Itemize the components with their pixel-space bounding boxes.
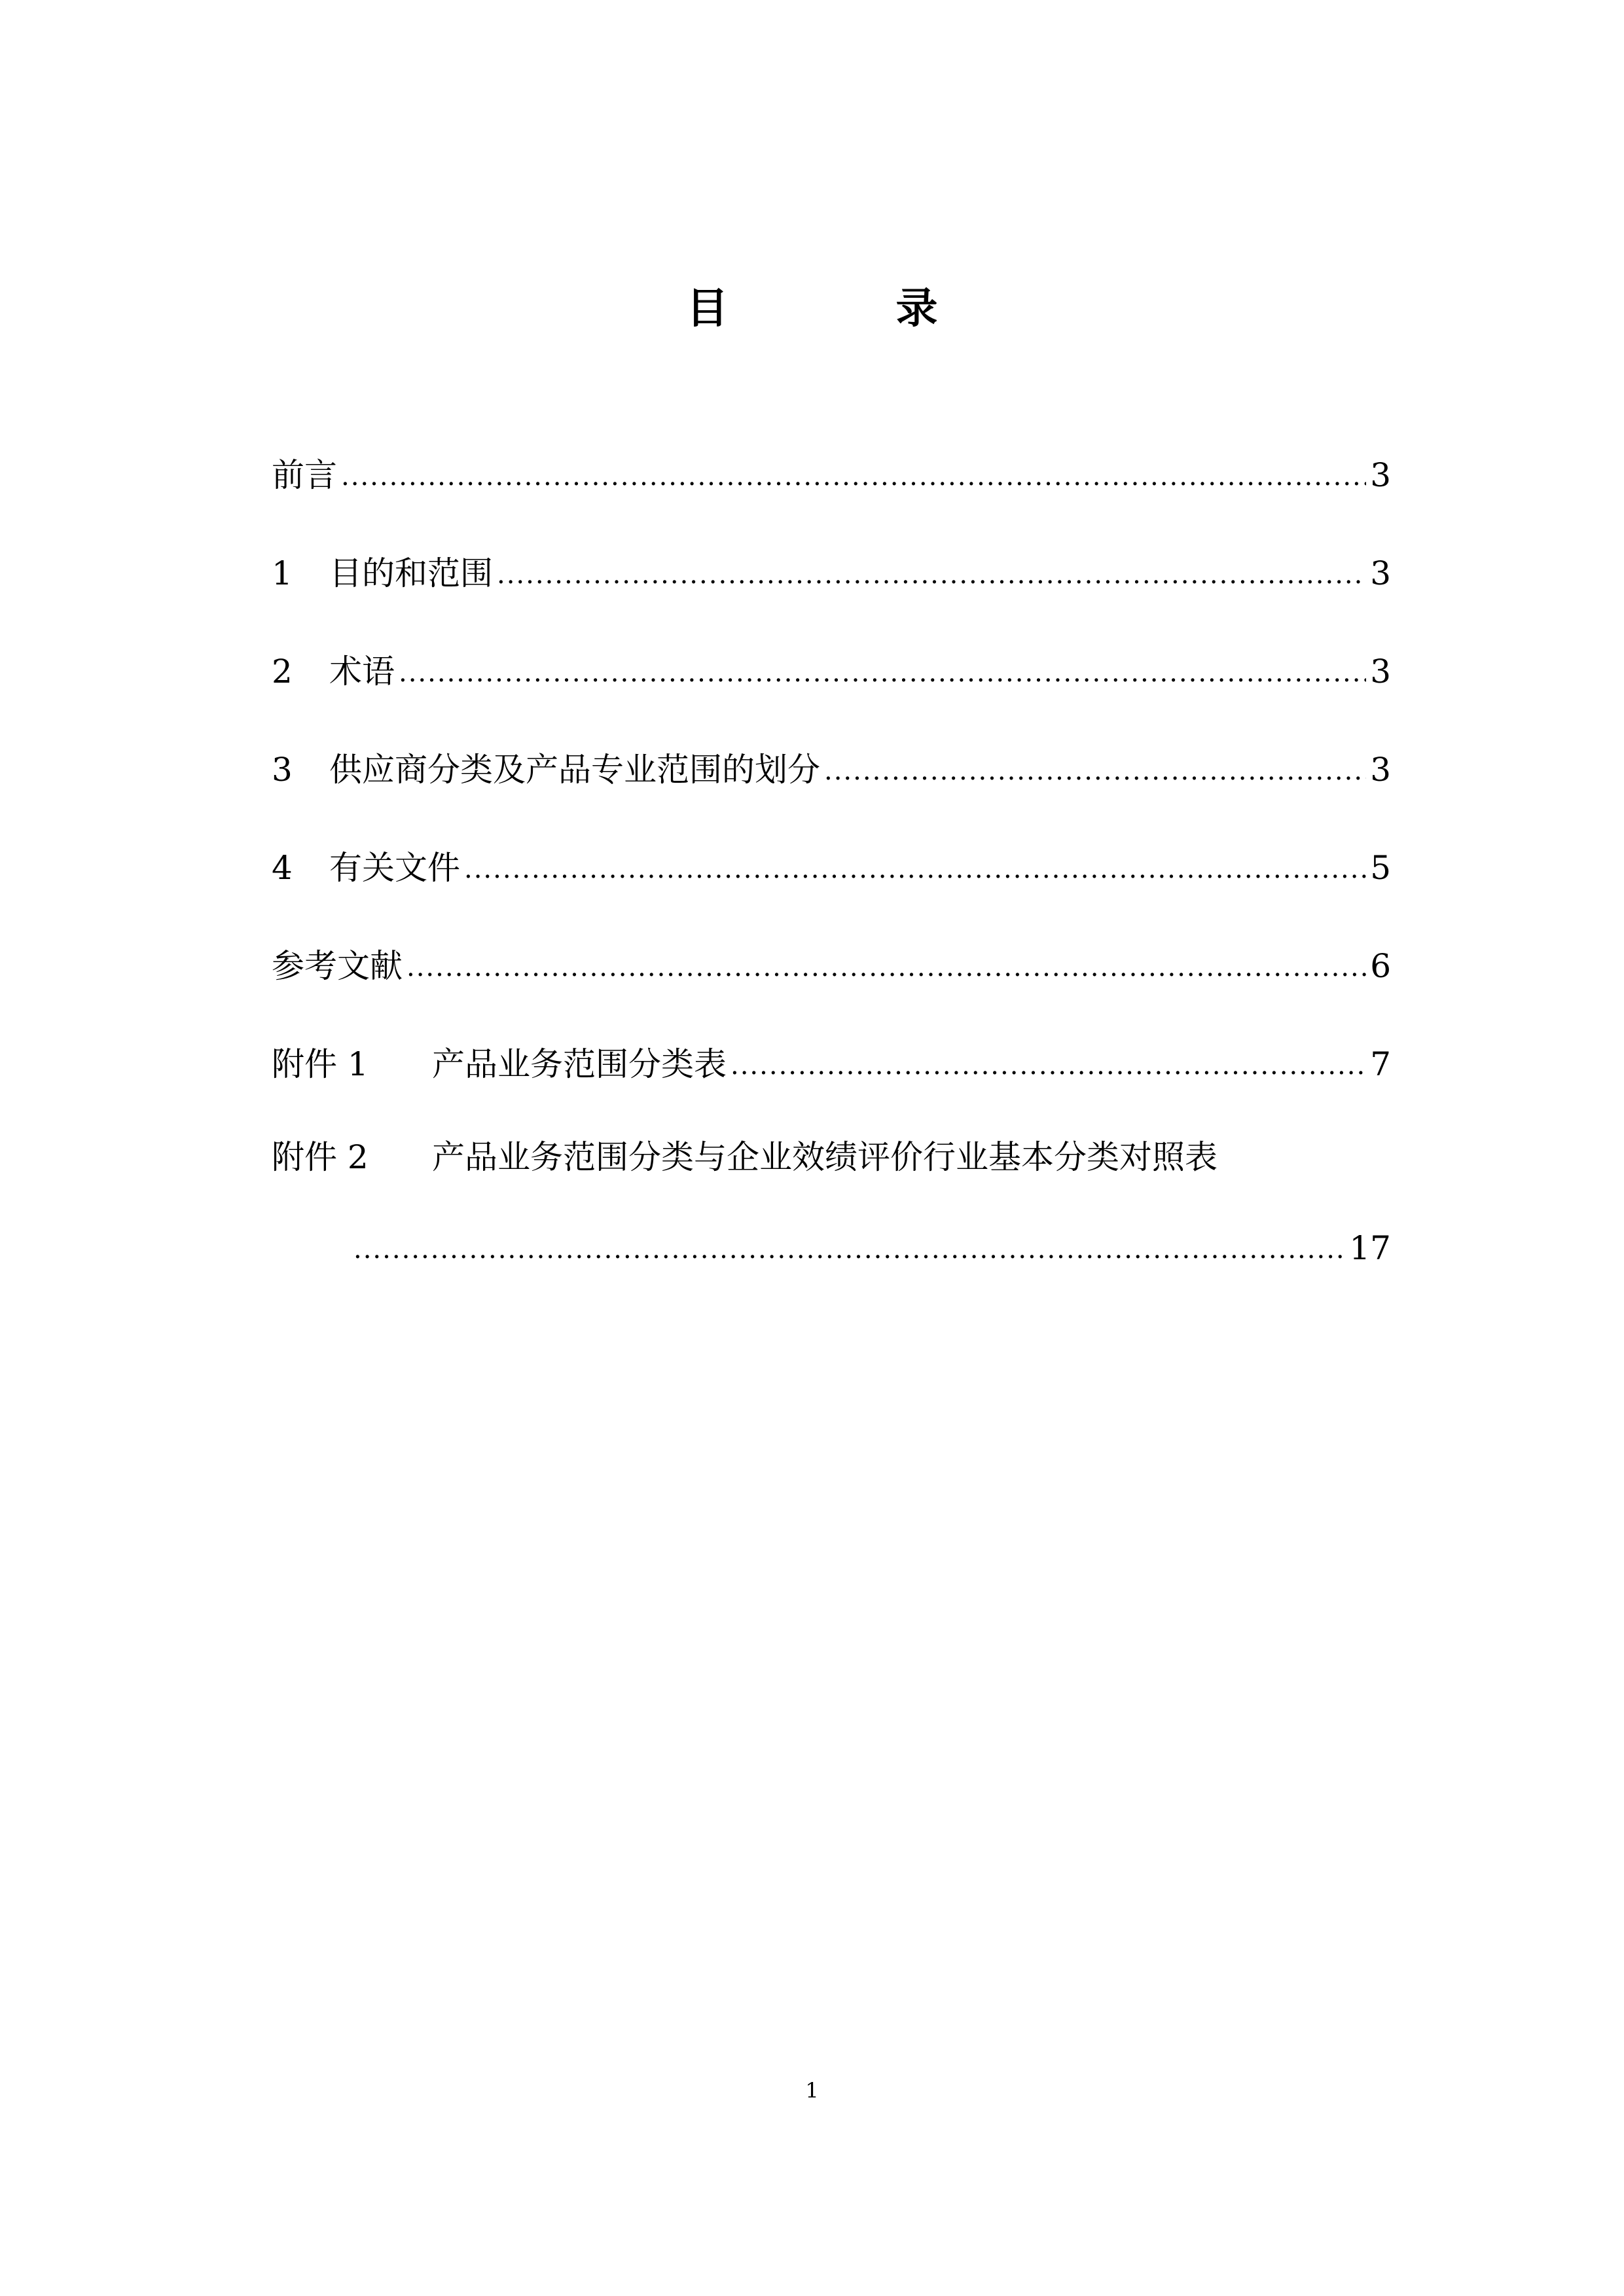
toc-entry-page: 3 <box>1370 456 1391 494</box>
toc-entry-appendix-2[interactable] <box>272 1138 1391 1176</box>
dot-leader <box>406 944 1366 977</box>
toc-entry-page: 5 <box>1370 849 1391 887</box>
toc-entry-text: 供应商分类及产品专业范围的划分 <box>329 751 820 789</box>
dot-leader <box>399 650 1366 683</box>
toc-entry-number: 4 <box>272 849 293 887</box>
toc-entry-text: 目的和范围 <box>329 554 493 592</box>
toc-entry-number: 2 <box>272 653 293 691</box>
dot-leader <box>497 552 1366 584</box>
dot-leader <box>731 1043 1366 1075</box>
toc-entry-page: 6 <box>1370 947 1391 985</box>
toc-entry-page: 17 <box>1349 1229 1391 1267</box>
toc-entry-text: 前言 <box>272 456 337 494</box>
dot-leader <box>341 454 1366 486</box>
toc-entry-text: 术语 <box>329 653 395 691</box>
toc-entry-1[interactable] <box>272 552 1391 590</box>
toc-entry-text: 有关文件 <box>329 849 460 887</box>
toc-entry-page: 3 <box>1370 554 1391 592</box>
toc-entry-page: 3 <box>1370 751 1391 789</box>
toc-entry-number: 附件 1 <box>272 1045 369 1083</box>
toc-entry-appendix-2-continuation[interactable] <box>353 1227 1391 1265</box>
dot-leader <box>824 748 1366 781</box>
toc-entry-2[interactable] <box>272 650 1391 691</box>
toc-entry-text: 产品业务范围分类与企业效绩评价行业基本分类对照表 <box>432 1138 1218 1176</box>
dot-leader <box>353 1227 1345 1259</box>
toc-entry-4[interactable] <box>272 846 1391 887</box>
toc-entry-references[interactable] <box>272 944 1391 985</box>
toc-entry-foreword[interactable] <box>272 454 1391 492</box>
toc-entry-number: 附件 2 <box>272 1138 369 1176</box>
dot-leader <box>464 846 1366 879</box>
toc-entry-text: 产品业务范围分类表 <box>432 1045 727 1083</box>
toc-entry-number: 3 <box>272 751 293 789</box>
toc-title: 目 录 <box>686 285 1001 333</box>
toc-entry-number: 1 <box>272 554 293 592</box>
toc-entry-text: 参考文献 <box>272 947 403 985</box>
page-number: 1 <box>805 2078 819 2103</box>
toc-entry-3[interactable] <box>272 748 1391 789</box>
toc-entry-page: 3 <box>1370 653 1391 691</box>
toc-entry-appendix-1[interactable] <box>272 1043 1391 1081</box>
toc-entry-page: 7 <box>1370 1045 1391 1083</box>
